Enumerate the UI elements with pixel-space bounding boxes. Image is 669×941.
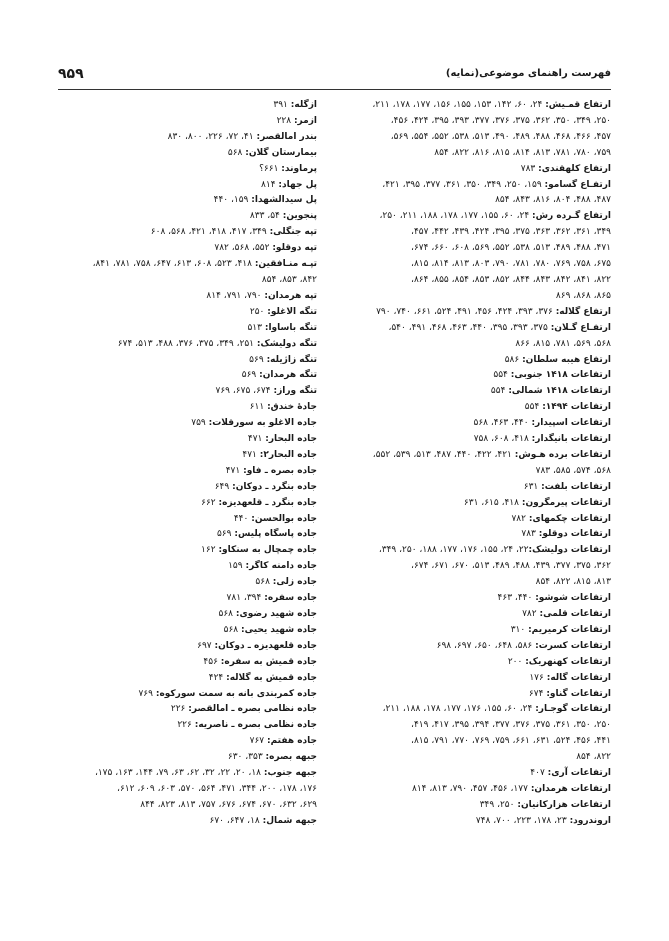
index-entry bbox=[349, 782, 611, 798]
index-entry bbox=[55, 480, 317, 496]
index-entry bbox=[55, 464, 317, 480]
index-entry-term: ارتفاع گـرده رش: bbox=[532, 211, 611, 222]
index-entry-pages: ۴۴۱، ۴۵۶، ۵۲۴، ۶۳۱، ۶۶۱، ۷۵۹، ۷۶۹، ۷۷۰، ۷۹۱، ۸۱۵، bbox=[411, 736, 611, 747]
index-entry-pages: ۸۲۲، ۸۴۱، ۸۴۲، ۸۴۳، ۸۴۴، ۸۵۲، ۸۵۳، ۸۵۴، ۸۵۵، ۸۶۴، bbox=[411, 274, 611, 285]
index-entry bbox=[55, 623, 317, 639]
index-entry bbox=[349, 178, 611, 194]
index-entry-term: ارتفاعات آری: bbox=[547, 768, 611, 779]
index-entry-pages: ۶۷۵، ۷۵۸، ۷۶۹، ۷۸۰، ۷۸۱، ۷۹۰، ۸۰۳، ۸۱۳، ۸۱۴، ۸۱۵، bbox=[411, 259, 611, 270]
index-entry-term: ارتفاعات برده هـوش: bbox=[514, 449, 611, 460]
index-entry-pages: ۴۸۷، ۴۸۸، ۸۰۴، ۸۱۶، ۸۴۳، ۸۵۴ bbox=[495, 195, 611, 206]
index-entry-term: جاده قمیش به سفره: bbox=[220, 656, 317, 667]
index-entry bbox=[349, 718, 611, 734]
index-entry-term: پل جهاد: bbox=[278, 179, 317, 190]
index-entry-pages: ۴۰۷ bbox=[530, 768, 548, 779]
index-entry-pages: ۴۴۰ bbox=[233, 513, 252, 524]
index-entry bbox=[55, 384, 317, 400]
index-entry bbox=[55, 750, 317, 766]
index-entry-term: تپه جنگلی: bbox=[269, 227, 317, 238]
index-entry-pages: ۱۷۶، ۱۷۸، ۲۰۰، ۳۴۴، ۴۷۱، ۵۶۴، ۵۷۰، ۶۰۳، ۶۰۹، ۶۱۲، bbox=[117, 783, 317, 794]
index-entry bbox=[55, 289, 317, 305]
index-entry-term: پنجوین: bbox=[282, 211, 317, 222]
index-entry-term: ارتفاعات پیرمگرون: bbox=[521, 497, 611, 508]
index-entry-pages: ۴۱۸، ۶۰۸، ۷۵۸ bbox=[473, 434, 532, 445]
index-entry bbox=[349, 273, 611, 289]
index-entry-term: جاده نظامی بصره ـ امالقصر: bbox=[188, 704, 317, 715]
index-entry-term: ارتفـاع گـلان: bbox=[550, 322, 611, 333]
index-entry-term: ارتفاعات هزارکانیان: bbox=[517, 799, 611, 810]
index-entry-pages: ۱۷۷، ۴۵۶، ۴۵۷، ۷۹۰، ۸۱۳، ۸۱۴ bbox=[412, 783, 531, 794]
index-entry-pages: ۷۸۳ bbox=[520, 163, 539, 174]
index-entry bbox=[55, 416, 317, 432]
index-entry-term: جاده الاغلو به سورقلات: bbox=[208, 418, 317, 429]
index-entry bbox=[55, 178, 317, 194]
index-entry bbox=[349, 209, 611, 225]
index-entry-pages: ۴۵۶ bbox=[203, 656, 221, 667]
index-entry bbox=[349, 702, 611, 718]
index-entry-pages: ۲۰۰ bbox=[507, 656, 526, 667]
index-entry bbox=[55, 575, 317, 591]
index-entry-pages: ۲۳، ۱۷۸، ۲۲۳، ۷۰۰، ۷۴۸ bbox=[475, 815, 570, 826]
index-entry-term: جاده زلی: bbox=[272, 577, 317, 588]
index-entry-term: جاده نظامی بصره ـ ناصریه: bbox=[194, 720, 317, 731]
index-entry-pages: ۱۶۲ bbox=[201, 545, 219, 556]
index-entry-pages: ۲۲۸ bbox=[276, 115, 294, 126]
index-entry-pages: ۳۵۳، ۶۳۰ bbox=[227, 752, 266, 763]
running-title: فهرست راهنمای موضوعی(نمایه) bbox=[445, 68, 611, 79]
index-entry-pages: ۸۴۲، ۸۵۳، ۸۵۴ bbox=[261, 274, 317, 285]
index-entry-pages: ۲۵۰، ۳۴۹، ۳۵۰، ۳۶۲، ۳۷۵، ۳۷۶، ۳۷۷، ۳۹۳، ۳۹۵، ۴۲۴، ۴۵۶، bbox=[390, 115, 611, 126]
index-entry bbox=[55, 448, 317, 464]
index-entry-pages: ۷۸۲ bbox=[522, 609, 540, 619]
index-entry-term: جبهه شمال: bbox=[262, 815, 317, 826]
index-entry bbox=[349, 575, 611, 591]
index-entry bbox=[55, 543, 317, 559]
index-entry-term: ارتفاعات کسرت: bbox=[535, 640, 611, 651]
index-entry-term: ارتفاعات شوشو: bbox=[535, 593, 611, 604]
index-entry-pages: ۸۱۳، ۸۱۵، ۸۲۲، ۸۵۴ bbox=[535, 577, 611, 588]
index-column-left bbox=[55, 98, 317, 830]
index-entry-term: جاده سفره: bbox=[264, 593, 317, 604]
index-entry-term: پرماوند: bbox=[281, 163, 317, 174]
index-entry-term: ارتفاعات اسپیدار: bbox=[531, 418, 611, 429]
index-entry bbox=[55, 607, 317, 623]
index-entry-term: پل سیدالشهدا: bbox=[251, 195, 317, 206]
index-entry-pages: ۵۶۸، ۵۶۹، ۷۸۱، ۸۱۵، ۸۶۶ bbox=[515, 338, 611, 349]
index-entry bbox=[349, 337, 611, 353]
index-entry bbox=[349, 193, 611, 209]
index-entry-pages: ۴۲۱، ۴۲۲، ۴۴۰، ۴۸۷، ۵۱۳، ۵۳۹، ۵۵۲، bbox=[372, 449, 515, 460]
index-entry bbox=[349, 639, 611, 655]
index-entry-pages: ۵۶۸ bbox=[218, 609, 236, 619]
index-entry-term: جادۀ خندق: bbox=[267, 402, 317, 413]
index-entry bbox=[55, 225, 317, 241]
index-entry bbox=[349, 814, 611, 830]
index-entry-term: بندر امالقصر: bbox=[256, 131, 317, 142]
index-entry-term: ارتفاع قمـیش: bbox=[545, 100, 611, 110]
index-entry bbox=[55, 114, 317, 130]
index-entry-term: تپه هرمدان: bbox=[264, 290, 317, 301]
index-entry-term: جاده کمربندی بانه به سمت سورکوه: bbox=[155, 688, 317, 699]
index-entry-pages: ۷۸۲ bbox=[511, 513, 529, 524]
index-entry-term: اروندرود: bbox=[569, 815, 611, 826]
index-entry-term: جبهه بصره: bbox=[265, 752, 317, 763]
index-entry-pages: ۲۲۶ bbox=[177, 720, 195, 731]
index-entry bbox=[349, 241, 611, 257]
index-entry-pages: ۵۸۶، ۶۴۸، ۶۵۰، ۶۹۷، ۶۹۸ bbox=[436, 640, 536, 651]
index-entry-pages: ۴۱۸، ۵۲۳، ۶۰۸، ۶۱۳، ۶۴۷، ۷۵۸، ۷۸۱، ۸۴۱، bbox=[92, 259, 255, 270]
index-entry-pages: ۴۵۷، ۴۶۶، ۴۶۸، ۴۸۸، ۴۸۹، ۴۹۰، ۵۱۳، ۵۳۸، ۵۵۲، ۵۵۴، ۵۶۹، bbox=[390, 131, 611, 142]
index-entry-term: تنگه دولیشک: bbox=[256, 338, 317, 349]
index-entry bbox=[349, 496, 611, 512]
index-entry bbox=[349, 353, 611, 369]
index-entry-term: ارتفاعات گناو: bbox=[546, 688, 611, 699]
index-entry-term: ارتفاعات گوجـار: bbox=[535, 704, 611, 715]
index-entry-term: ارتفاعات دولیشک: bbox=[528, 545, 611, 556]
index-entry-term: جاده بوالحسن: bbox=[251, 513, 317, 524]
index-entry-pages: ۲۴، ۶۰، ۱۵۵، ۱۷۷، ۱۷۸، ۱۸۸، ۲۱۱، ۲۵۰، bbox=[379, 211, 533, 222]
index-entry-term: تنگه هرمدان: bbox=[259, 370, 317, 381]
index-entry-pages: ۴۱، ۷۲، ۲۲۶، ۸۰۰، ۸۳۰ bbox=[167, 131, 257, 142]
index-entry-pages: ۵۶۸ bbox=[227, 147, 246, 158]
index-entry-term: تنگه باساوا: bbox=[264, 322, 317, 333]
index-entry bbox=[349, 512, 611, 528]
index-entry bbox=[55, 559, 317, 575]
index-entry bbox=[55, 496, 317, 512]
index-entry-pages: ۲۵۰، ۳۵۰، ۳۶۱، ۳۷۵، ۳۷۶، ۳۷۷، ۳۹۴، ۳۹۵، ۴۱۷، ۴۱۹، bbox=[411, 720, 611, 731]
index-entry bbox=[55, 814, 317, 830]
index-entry-pages: ۳۱۰ bbox=[510, 624, 529, 635]
index-entry-pages: ۵۵۴ bbox=[493, 370, 511, 381]
index-entry-term: جاده قمیش به گلاله: bbox=[226, 672, 317, 683]
index-entry-term: تپـه منـافقین: bbox=[254, 259, 317, 270]
index-entry-term: ارتفاعات بانیگدار: bbox=[531, 434, 611, 445]
index-entry bbox=[55, 782, 317, 798]
index-entry-pages: ۳۹۱ bbox=[273, 100, 291, 110]
index-entry-term: ازگله: bbox=[290, 100, 317, 110]
index-entry bbox=[349, 766, 611, 782]
index-entry bbox=[349, 225, 611, 241]
index-entry bbox=[55, 734, 317, 750]
index-entry-pages: ۶۴۹ bbox=[214, 481, 233, 492]
index-entry bbox=[349, 432, 611, 448]
index-entry bbox=[349, 607, 611, 623]
index-entry bbox=[55, 353, 317, 369]
index-entry-term: جاده شهید یحیی: bbox=[241, 624, 317, 635]
index-entry bbox=[55, 368, 317, 384]
index-entry-pages: ۱۵۹، ۲۵۰، ۳۴۹، ۳۵۰، ۳۶۱، ۳۷۷، ۳۹۵، ۴۲۱، bbox=[382, 179, 545, 190]
index-entry bbox=[349, 559, 611, 575]
index-entry bbox=[349, 416, 611, 432]
index-entry bbox=[55, 305, 317, 321]
index-entry-pages: ۵۵۴ bbox=[524, 402, 543, 413]
index-entry-pages: ۴۷۱ bbox=[242, 449, 260, 460]
index-entry bbox=[55, 527, 317, 543]
index-entry-term: ارتفاعات هرمدان: bbox=[530, 783, 611, 794]
index-entry-pages: ۲۴، ۶۰، ۱۴۲، ۱۵۳، ۱۵۵، ۱۵۶، ۱۷۷، ۱۷۸، ۲۱۱، bbox=[372, 100, 546, 110]
index-entry-pages: ۴۱۸، ۶۱۵، ۶۳۱ bbox=[463, 497, 522, 508]
index-entry-pages: ۵۵۲، ۵۶۸، ۷۸۲ bbox=[214, 243, 273, 254]
index-entry bbox=[349, 130, 611, 146]
index-entry bbox=[349, 750, 611, 766]
index-entry-pages: ۴۷۱، ۴۸۸، ۴۸۹، ۵۱۳، ۵۳۸، ۵۵۲، ۵۶۹، ۶۰۸، ۶۶۰، ۶۷۴، bbox=[411, 243, 611, 254]
index-entry bbox=[55, 337, 317, 353]
index-entry-term: ارتفاع گلاله: bbox=[555, 306, 611, 317]
index-entry bbox=[349, 98, 611, 114]
index-entry bbox=[55, 432, 317, 448]
index-entry bbox=[349, 448, 611, 464]
index-entry-term: ارتفاعات بلفت: bbox=[541, 481, 611, 492]
index-entry bbox=[55, 702, 317, 718]
index-entry bbox=[55, 718, 317, 734]
index-entry-pages: ۸۲۲، ۸۵۴ bbox=[576, 752, 611, 763]
index-entry-term: جاده البحار۲: bbox=[259, 449, 317, 460]
index-column-right bbox=[349, 98, 611, 830]
index-entry bbox=[55, 639, 317, 655]
index-entry-pages: ۵۸۶ bbox=[504, 354, 523, 365]
index-entry-term: ارتفاعات دوقلو: bbox=[538, 529, 611, 540]
index-entry-pages: ۸۱۴ bbox=[261, 179, 279, 190]
index-entry-term: تنگه الاغلو: bbox=[267, 306, 317, 317]
index-entry bbox=[55, 798, 317, 814]
index-entry-term: ارتفاعات کهنهریک: bbox=[525, 656, 611, 667]
index-entry-pages: ۲۴، ۶۰، ۱۵۵، ۱۷۶، ۱۷۷، ۱۷۸، ۱۸۸، ۲۱۱، bbox=[382, 704, 536, 715]
index-entry-term: ارتفاعات کرمیریم: bbox=[528, 624, 611, 635]
index-entry-pages: ۵۶۸ bbox=[255, 577, 273, 588]
index-entry-term: جاده قلعهدیزه ـ دوکان: bbox=[214, 640, 317, 651]
index-entry bbox=[55, 512, 317, 528]
index-entry-term: جاده چمچال به سنکاو: bbox=[218, 545, 317, 556]
index-entry-term: جبهه جنوب: bbox=[263, 768, 317, 779]
index-entry-pages: ۶۹۷ bbox=[197, 640, 215, 651]
index-entry bbox=[55, 273, 317, 289]
index-entry-term: جاده شهید رضوی: bbox=[235, 609, 317, 619]
index-entry bbox=[349, 146, 611, 162]
index-entry bbox=[349, 623, 611, 639]
index-entry-term: جاده هفتم: bbox=[267, 736, 317, 747]
index-entry-pages: ۷۶۷ bbox=[249, 736, 268, 747]
index-entry-pages: ۴۴۰، ۴۶۳، ۵۶۸ bbox=[473, 418, 532, 429]
header-rule bbox=[58, 89, 611, 90]
index-entry bbox=[349, 289, 611, 305]
index-entry-pages: ۳۹۴، ۷۸۱ bbox=[226, 593, 265, 604]
index-entry-pages: ۵۶۹ bbox=[216, 529, 235, 540]
index-entry-term: ارتفاعات ۱۴۹۴: bbox=[542, 402, 611, 413]
index-entry-pages: ۵۶۹ bbox=[249, 354, 267, 365]
index-entry-term: ارتفاع هیبه سلطان: bbox=[522, 354, 611, 365]
index-entry-pages: ۷۵۹ bbox=[191, 418, 209, 429]
index-entry-pages: ۳۷۶، ۳۹۳، ۴۲۴، ۴۵۶، ۴۹۱، ۵۲۴، ۶۶۱، ۷۴۰، ۷۹۰ bbox=[376, 306, 556, 317]
index-entry-pages: ۲۵۰، ۳۴۹ bbox=[479, 799, 518, 810]
index-entry bbox=[349, 400, 611, 416]
index-entry bbox=[349, 591, 611, 607]
index-entry-pages: ۶۷۴ bbox=[528, 688, 547, 699]
index-entry-term: تنگه زاژیله: bbox=[266, 354, 317, 365]
index-entry bbox=[349, 734, 611, 750]
index-entry-term: جاده بصره ـ فاو: bbox=[243, 465, 317, 476]
index-entry-pages: ۱۷۶ bbox=[529, 672, 547, 683]
index-entry-term: ارتفاعات چکمهای: bbox=[528, 513, 611, 524]
index-entry-pages: ۷۵۹، ۷۸۰، ۷۸۱، ۸۱۳، ۸۱۴، ۸۱۵، ۸۱۶، ۸۲۲، ۸۵۴ bbox=[434, 147, 611, 158]
index-entry bbox=[55, 146, 317, 162]
index-entry bbox=[349, 671, 611, 687]
index-entry bbox=[349, 480, 611, 496]
index-entry-pages: ۶۳۱ bbox=[523, 481, 542, 492]
index-entry bbox=[55, 130, 317, 146]
index-entry bbox=[349, 368, 611, 384]
index-entry bbox=[55, 766, 317, 782]
index-entry-term: جاده دامنه کاگر: bbox=[245, 561, 317, 572]
index-entry-pages: ۴۴۰، ۴۶۳ bbox=[497, 593, 536, 604]
index-entry-term: تپه دوقلو: bbox=[272, 243, 317, 254]
page-header bbox=[58, 66, 611, 86]
index-entry-pages: ۵۶۹ bbox=[241, 370, 260, 381]
index-entry bbox=[349, 464, 611, 480]
index-entry-term: ازمر: bbox=[293, 115, 317, 126]
index-entry-pages: ۱۵۹، ۴۴۰ bbox=[213, 195, 252, 206]
index-entry bbox=[55, 321, 317, 337]
index-entry-pages: ۲۲۶ bbox=[170, 704, 189, 715]
index-entry-pages: ۳۶۲، ۳۷۵، ۳۷۷، ۴۳۹، ۴۸۸، ۴۸۹، ۵۱۳، ۶۷۰، ۶۷۱، ۶۷۴، bbox=[411, 561, 611, 572]
index-entry-pages: ۶۶۱؟ bbox=[259, 163, 282, 174]
index-entry-term: ارتفاعات ۱۴۱۸ جنوبی: bbox=[510, 370, 611, 381]
index-entry bbox=[55, 687, 317, 703]
index-entry-pages: ۵۶۸، ۵۷۴، ۵۸۵، ۷۸۳ bbox=[535, 465, 611, 476]
index-entry bbox=[349, 321, 611, 337]
index-entry bbox=[349, 687, 611, 703]
index-entry-pages: ۱۸، ۲۰، ۲۲، ۳۲، ۶۲، ۶۳، ۷۹، ۱۴۴، ۱۶۳، ۱۷۵، bbox=[94, 768, 264, 779]
index-entry bbox=[349, 527, 611, 543]
index-entry bbox=[55, 671, 317, 687]
index-entry-pages: ۴۷۱ bbox=[225, 465, 244, 476]
index-entry bbox=[349, 543, 611, 559]
index-entry-pages: ۶۲۹، ۶۳۲، ۶۷۰، ۶۷۴، ۶۷۶، ۷۵۷، ۸۱۳، ۸۲۳، ۸۴۴ bbox=[140, 799, 317, 810]
index-entry-pages: ۵۴، ۸۳۳ bbox=[249, 211, 283, 222]
index-entry-pages: ۳۴۹، ۳۶۱، ۳۶۲، ۳۶۳، ۳۷۵، ۳۹۵، ۴۲۴، ۴۳۹، ۴۴۲، ۴۵۷، bbox=[411, 227, 611, 238]
index-entry-term: ارتفاعات گاله: bbox=[546, 672, 611, 683]
index-entry-term: جاده پاسگاه پلیس: bbox=[234, 529, 317, 540]
index-entry-term: جاده بنگرد ـ قلعهدیزه: bbox=[218, 497, 317, 508]
index-entry-pages: ۲۵۰ bbox=[249, 306, 268, 317]
index-entry-pages: ۲۵۱، ۳۴۹، ۳۷۵، ۳۷۶، ۴۸۸، ۵۱۳، ۶۷۴ bbox=[117, 338, 257, 349]
index-entry-pages: ۳۷۵، ۳۹۳، ۳۹۵، ۴۴۰، ۴۶۳، ۴۶۸، ۴۹۱، ۵۴۰، bbox=[388, 322, 551, 333]
index-entry-term: ارتفاع کلهقندی: bbox=[538, 163, 611, 174]
index-entry-pages: ۵۵۴ bbox=[490, 386, 509, 397]
index-entry bbox=[349, 257, 611, 273]
index-entry bbox=[349, 162, 611, 178]
index-entry-pages: ۷۹۰، ۷۹۱، ۸۱۴ bbox=[206, 290, 265, 301]
index-entry-pages: ۷۶۹ bbox=[138, 688, 156, 699]
index-entry-pages: ۵۱۳ bbox=[247, 322, 265, 333]
index-entry-term: ارتفاعات ۱۴۱۸ شمالی: bbox=[508, 386, 611, 397]
index-entry bbox=[55, 98, 317, 114]
index-entry-pages: ۶۷۴، ۶۷۵، ۷۶۹ bbox=[215, 386, 274, 397]
index-entry-pages: ۷۸۳ bbox=[521, 529, 539, 540]
index-entry bbox=[55, 193, 317, 209]
page-number: ۹۵۹ bbox=[58, 66, 84, 82]
index-entry-term: تنگه وراز: bbox=[273, 386, 317, 397]
index-entry-pages: ۱۸، ۶۴۷، ۶۷۰ bbox=[209, 815, 263, 826]
index-entry-pages: ۵۶۸ bbox=[223, 624, 242, 635]
index-entry-pages: ۶۶۲ bbox=[201, 497, 219, 508]
index-entry-pages: ۴۲۴ bbox=[208, 672, 227, 683]
index-entry bbox=[55, 209, 317, 225]
index-entry-pages: ۸۶۵، ۸۶۸، ۸۶۹ bbox=[555, 290, 611, 301]
index-entry bbox=[349, 384, 611, 400]
index-entry bbox=[55, 241, 317, 257]
index-entry bbox=[55, 400, 317, 416]
index-entry bbox=[349, 305, 611, 321]
index-entry bbox=[349, 655, 611, 671]
index-entry bbox=[55, 257, 317, 273]
index-entry-pages: ۳۴۹، ۴۱۷، ۴۱۸، ۴۲۱، ۵۶۸، ۶۰۸ bbox=[150, 227, 270, 238]
index-entry-term: بیمارستان گلان: bbox=[245, 147, 317, 158]
index-entry bbox=[55, 655, 317, 671]
index-entry-term: جاده بنگرد ـ دوکان: bbox=[232, 481, 317, 492]
index-entry-term: ارتفاعات قلمی: bbox=[539, 609, 611, 619]
index-entry bbox=[349, 798, 611, 814]
index-entry-term: ارتفـاع گسامو: bbox=[544, 179, 611, 190]
index-entry bbox=[55, 162, 317, 178]
index-entry-pages: ۱۵۹ bbox=[228, 561, 246, 572]
index-entry bbox=[55, 591, 317, 607]
index-entry-term: جاده البحار: bbox=[265, 434, 317, 445]
index-entry bbox=[349, 114, 611, 130]
index-entry-pages: ۶۱۱ bbox=[249, 402, 268, 413]
index-entry-pages: ۲۲، ۲۴، ۱۵۵، ۱۷۶، ۱۷۷، ۱۸۸، ۲۵۰، ۳۴۹، bbox=[378, 545, 529, 556]
index-entry-pages: ۴۷۱ bbox=[247, 434, 266, 445]
